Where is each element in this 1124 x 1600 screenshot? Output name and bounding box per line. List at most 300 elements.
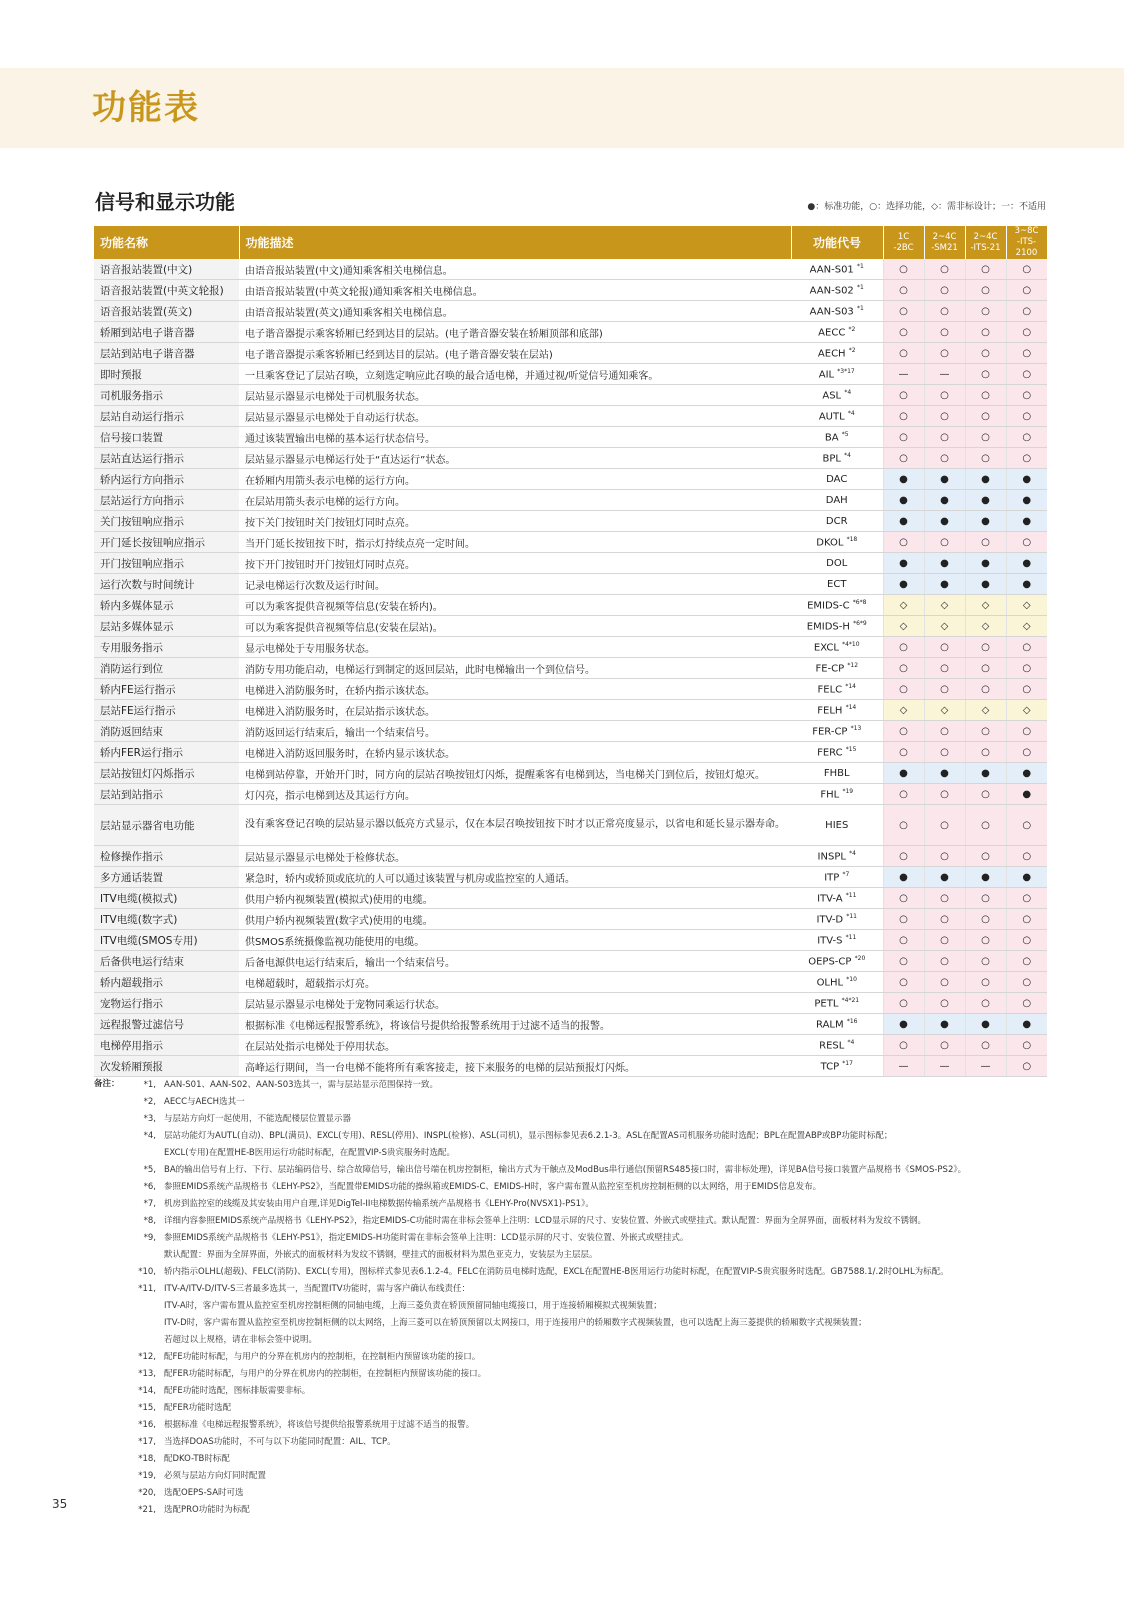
- availability-mark: ○: [883, 301, 924, 322]
- availability-mark: ●: [924, 574, 965, 595]
- availability-mark: ○: [965, 427, 1006, 448]
- availability-mark: ○: [965, 846, 1006, 867]
- availability-mark: ◇: [924, 616, 965, 637]
- function-desc: 在层站处指示电梯处于停用状态。: [239, 1035, 791, 1056]
- note-text: ITV-A/ITV-D/ITV-S三者最多选其一，当配置ITV功能时，需与客户确认布线责任：: [164, 1284, 471, 1294]
- note-text: 配FE功能时选配，图标排版需要非标。: [164, 1386, 311, 1396]
- availability-mark: ○: [924, 1035, 965, 1056]
- availability-mark: ●: [924, 763, 965, 784]
- code-text: EMIDS-C: [807, 600, 850, 612]
- availability-mark: ○: [883, 846, 924, 867]
- code-text: AECC: [818, 327, 846, 339]
- function-name: 轿厢到站电子谐音器: [94, 322, 239, 343]
- table-row: [94, 427, 1047, 448]
- availability-mark: ○: [965, 259, 1006, 280]
- availability-mark: ○: [965, 930, 1006, 951]
- function-name: 轿内超载指示: [94, 972, 239, 993]
- function-code: [791, 784, 883, 805]
- availability-mark: ○: [1006, 427, 1047, 448]
- availability-mark: ●: [965, 574, 1006, 595]
- availability-mark: ●: [965, 1014, 1006, 1035]
- code-text: AAN-S01: [809, 264, 854, 276]
- availability-mark: ○: [883, 385, 924, 406]
- function-code: [791, 427, 883, 448]
- availability-mark: ○: [1006, 993, 1047, 1014]
- availability-mark: ○: [924, 721, 965, 742]
- availability-mark: ○: [883, 406, 924, 427]
- availability-mark: —: [883, 364, 924, 385]
- note-text: BA的输出信号有上行、下行、层站编码信号、综合故障信号，输出信号端在机房控制柜，输出方式为干触点及ModBus串行通信(预留RS485接口时，需非标处理)，详见BA信号接口装置产品规格书《SMOS-PS2》。: [164, 1165, 967, 1175]
- availability-mark: ○: [965, 888, 1006, 909]
- availability-mark: ○: [883, 972, 924, 993]
- availability-mark: ○: [965, 322, 1006, 343]
- note-item: [94, 1145, 1024, 1162]
- availability-mark: ○: [883, 888, 924, 909]
- availability-mark: ○: [924, 406, 965, 427]
- note-ref: *2: [848, 325, 856, 333]
- note-key: *11,: [138, 1284, 156, 1294]
- availability-mark: ○: [1006, 972, 1047, 993]
- availability-mark: ◇: [883, 700, 924, 721]
- availability-mark: ○: [883, 1035, 924, 1056]
- code-text: EXCL: [813, 642, 839, 654]
- note-ref: *1: [856, 304, 864, 312]
- note-text: 配FER功能时标配，与用户的分界在机房内的控制柜，在控制柜内预留该功能的接口。: [164, 1369, 487, 1379]
- availability-mark: ○: [965, 637, 1006, 658]
- function-code: [791, 490, 883, 511]
- function-table: [94, 226, 1048, 1077]
- availability-mark: ○: [883, 658, 924, 679]
- table-header-row: [94, 226, 1047, 259]
- function-desc: 按下开门按钮时开门按钮灯同时点亮。: [239, 553, 791, 574]
- availability-mark: ●: [924, 553, 965, 574]
- availability-mark: ○: [965, 364, 1006, 385]
- availability-mark: ○: [883, 951, 924, 972]
- table-row: [94, 490, 1047, 511]
- code-text: FE-CP: [815, 663, 845, 675]
- function-desc: 显示电梯处于专用服务状态。: [239, 637, 791, 658]
- table-row: [94, 846, 1047, 867]
- function-name: 关门按钮响应指示: [94, 511, 239, 532]
- note-ref: *3*17: [837, 367, 855, 375]
- function-name: 消防返回结束: [94, 721, 239, 742]
- availability-mark: ◇: [883, 595, 924, 616]
- availability-mark: ○: [883, 930, 924, 951]
- note-text: 轿内指示OLHL(超载)、FELC(消防)、EXCL(专用)，图标样式参见表6.1.2-4。FELC在消防员电梯时选配，EXCL在配置HE-B医用运行功能时标配，在配置VIP-S贵宾服务时选配。GB7588.1/.2时OLHL为标配。: [164, 1267, 949, 1277]
- availability-mark: ○: [924, 930, 965, 951]
- function-name: 次发轿厢预报: [94, 1056, 239, 1077]
- code-text: FELH: [817, 705, 843, 717]
- function-code: [791, 595, 883, 616]
- code-text: OEPS-CP: [808, 956, 852, 968]
- note-key: [94, 1145, 164, 1162]
- note-item: [94, 1298, 1024, 1315]
- table-row: [94, 553, 1047, 574]
- availability-mark: ●: [924, 511, 965, 532]
- note-key: [94, 1247, 164, 1264]
- note-item: [94, 1247, 1024, 1264]
- availability-mark: ○: [924, 385, 965, 406]
- availability-mark: ○: [1006, 364, 1047, 385]
- function-code: [791, 993, 883, 1014]
- code-text: RESL: [819, 1040, 845, 1052]
- function-code: [791, 553, 883, 574]
- note-ref: *4: [847, 1038, 855, 1046]
- function-desc: 电梯进入消防服务时，在层站指示该状态。: [239, 700, 791, 721]
- availability-mark: —: [924, 364, 965, 385]
- table-row: [94, 972, 1047, 993]
- note-ref: *7: [842, 870, 850, 878]
- note-ref: *20: [854, 954, 866, 962]
- table-row: [94, 658, 1047, 679]
- function-name: ITV电缆(模拟式): [94, 888, 239, 909]
- page-title: 功能表: [92, 88, 200, 128]
- note-key: [94, 1298, 164, 1315]
- availability-mark: ●: [1006, 784, 1047, 805]
- code-text: DCR: [825, 515, 848, 527]
- availability-mark: ○: [1006, 280, 1047, 301]
- code-text: DAH: [825, 494, 848, 506]
- header-desc: 功能描述: [239, 226, 791, 259]
- function-code: [791, 805, 883, 846]
- availability-mark: ○: [1006, 888, 1047, 909]
- availability-mark: ●: [883, 763, 924, 784]
- availability-mark: ○: [924, 993, 965, 1014]
- availability-mark: ○: [883, 805, 924, 846]
- availability-mark: ●: [965, 511, 1006, 532]
- note-key: *19,: [138, 1471, 156, 1481]
- function-name: 层站FE运行指示: [94, 700, 239, 721]
- header-code: 功能代号: [791, 226, 883, 259]
- availability-mark: ○: [1006, 1035, 1047, 1056]
- note-item: [94, 1281, 1024, 1298]
- availability-mark: ●: [1006, 553, 1047, 574]
- availability-mark: ○: [1006, 846, 1047, 867]
- function-name: 运行次数与时间统计: [94, 574, 239, 595]
- code-text: ECT: [827, 578, 847, 590]
- availability-mark: ●: [924, 469, 965, 490]
- function-code: [791, 742, 883, 763]
- function-code: [791, 700, 883, 721]
- code-text: INSPL: [817, 851, 846, 863]
- availability-mark: ○: [883, 993, 924, 1014]
- availability-mark: ○: [965, 1035, 1006, 1056]
- availability-mark: ○: [1006, 930, 1047, 951]
- availability-mark: ○: [965, 406, 1006, 427]
- availability-mark: ○: [965, 301, 1006, 322]
- code-text: DKOL: [816, 537, 844, 549]
- availability-mark: ●: [883, 1014, 924, 1035]
- note-key: [94, 1332, 164, 1349]
- function-desc: 由语音报站装置(中文)通知乘客相关电梯信息。: [239, 259, 791, 280]
- note-item: [94, 1111, 1024, 1128]
- availability-mark: ○: [924, 972, 965, 993]
- table-row: [94, 595, 1047, 616]
- availability-mark: ○: [1006, 532, 1047, 553]
- note-item: [94, 1417, 1024, 1434]
- note-key: *2,: [143, 1097, 156, 1107]
- note-item: [94, 1213, 1024, 1230]
- code-text: TCP: [820, 1061, 840, 1073]
- function-code: [791, 888, 883, 909]
- code-text: FELC: [817, 684, 843, 696]
- availability-mark: ○: [1006, 343, 1047, 364]
- availability-mark: ○: [1006, 301, 1047, 322]
- note-item: [94, 1502, 1024, 1519]
- note-key: *14,: [138, 1386, 156, 1396]
- header-name: 功能名称: [94, 226, 239, 259]
- function-name: 轿内运行方向指示: [94, 469, 239, 490]
- table-row: [94, 322, 1047, 343]
- note-text: 配FE功能时标配，与用户的分界在机房内的控制柜，在控制柜内预留该功能的接口。: [164, 1352, 481, 1362]
- function-desc: 电梯进入消防服务时，在轿内指示该状态。: [239, 679, 791, 700]
- note-ref: *2: [848, 346, 856, 354]
- availability-mark: ○: [965, 742, 1006, 763]
- function-desc: 高峰运行期间，当一台电梯不能将所有乘客接走，接下来服务的电梯的层站预报灯闪烁。: [239, 1056, 791, 1077]
- availability-mark: ●: [1006, 511, 1047, 532]
- availability-mark: ◇: [965, 616, 1006, 637]
- availability-mark: —: [965, 1056, 1006, 1077]
- function-name: 轿内FER运行指示: [94, 742, 239, 763]
- note-ref: *11: [845, 933, 857, 941]
- note-text: 层站功能灯为AUTL(自动)、BPL(满员)、EXCL(专用)、RESL(停用)、INSPL(检修)、ASL(司机)，显示图标参见表6.2.1-3。ASL在配置AS司机服务功能时选配；BPL在配置ABP或BP功能时标配；: [164, 1131, 893, 1141]
- availability-mark: ○: [883, 637, 924, 658]
- table-row: [94, 1035, 1047, 1056]
- availability-mark: ○: [965, 805, 1006, 846]
- availability-mark: ●: [883, 574, 924, 595]
- code-text: RALM: [816, 1019, 844, 1031]
- table-row: [94, 574, 1047, 595]
- availability-mark: ●: [1006, 490, 1047, 511]
- function-name: 层站运行方向指示: [94, 490, 239, 511]
- function-code: [791, 259, 883, 280]
- note-ref: *4*10: [842, 640, 860, 648]
- availability-mark: ○: [924, 658, 965, 679]
- function-name: 检修操作指示: [94, 846, 239, 867]
- availability-mark: ○: [924, 427, 965, 448]
- availability-mark: ○: [1006, 637, 1047, 658]
- function-desc: 消防返回运行结束后，输出一个结束信号。: [239, 721, 791, 742]
- note-item: [94, 1400, 1024, 1417]
- availability-mark: ●: [883, 490, 924, 511]
- function-code: [791, 721, 883, 742]
- code-text: ITV-D: [816, 914, 844, 926]
- note-key: *10,: [138, 1267, 156, 1277]
- function-code: [791, 637, 883, 658]
- table-row: [94, 637, 1047, 658]
- availability-mark: ○: [965, 448, 1006, 469]
- function-name: 消防运行到位: [94, 658, 239, 679]
- availability-mark: ○: [1006, 322, 1047, 343]
- availability-mark: ○: [924, 322, 965, 343]
- function-desc: 电梯超载时，超载指示灯亮。: [239, 972, 791, 993]
- note-text: 参照EMIDS系统产品规格书《LEHY-PS2》，当配置带EMIDS功能的操纵箱或EMIDS-C、EMIDS-H时，客户需布置从监控室至机房控制柜侧的以太网络，用于EMIDS信息发布。: [164, 1182, 822, 1192]
- availability-mark: ●: [1006, 763, 1047, 784]
- availability-mark: ●: [1006, 867, 1047, 888]
- note-text: AECC与AECH选其一: [164, 1097, 245, 1107]
- availability-mark: ○: [883, 532, 924, 553]
- header-model-1: 1C -2BC: [883, 226, 924, 259]
- function-code: [791, 511, 883, 532]
- availability-mark: ○: [924, 637, 965, 658]
- availability-mark: ○: [883, 259, 924, 280]
- availability-mark: ○: [924, 259, 965, 280]
- note-text: 参照EMIDS系统产品规格书《LEHY-PS1》，指定EMIDS-H功能时需在非标会签单上注明：LCD显示屏的尺寸、安装位置、外嵌式或壁挂式。: [164, 1233, 689, 1243]
- note-ref: *6*9: [853, 619, 867, 627]
- function-desc: 层站显示器显示电梯运行处于“直达运行”状态。: [239, 448, 791, 469]
- function-desc: 由语音报站装置(英文)通知乘客相关电梯信息。: [239, 301, 791, 322]
- note-item: [94, 1162, 1024, 1179]
- availability-mark: ○: [883, 909, 924, 930]
- availability-mark: ○: [883, 784, 924, 805]
- note-ref: *4: [849, 849, 856, 857]
- section-title: 信号和显示功能: [95, 190, 235, 214]
- function-desc: 层站显示器显示电梯处于自动运行状态。: [239, 406, 791, 427]
- notes-section: [94, 1077, 1024, 1519]
- note-ref: *10: [846, 975, 857, 983]
- availability-mark: —: [924, 1056, 965, 1077]
- note-key: *20,: [138, 1488, 156, 1498]
- function-desc: 紧急时，轿内或轿顶或底坑的人可以通过该装置与机房或监控室的人通话。: [239, 867, 791, 888]
- function-desc: 消防专用功能启动，电梯运行到制定的返回层站，此时电梯输出一个到位信号。: [239, 658, 791, 679]
- function-desc: 在层站用箭头表示电梯的运行方向。: [239, 490, 791, 511]
- availability-mark: ○: [965, 280, 1006, 301]
- code-text: ITV-S: [817, 935, 843, 947]
- note-ref: *4*21: [841, 996, 860, 1004]
- function-code: [791, 574, 883, 595]
- table-row: [94, 448, 1047, 469]
- note-ref: *1: [856, 283, 864, 291]
- table-row: [94, 532, 1047, 553]
- availability-mark: ○: [883, 679, 924, 700]
- code-text: ASL: [822, 390, 842, 402]
- note-text: EXCL(专用)在配置HE-B医用运行功能时标配，在配置VIP-S贵宾服务时选配。: [164, 1148, 455, 1158]
- availability-mark: ○: [1006, 805, 1047, 846]
- availability-mark: ○: [883, 280, 924, 301]
- function-desc: 记录电梯运行次数及运行时间。: [239, 574, 791, 595]
- function-code: [791, 909, 883, 930]
- availability-mark: ○: [965, 721, 1006, 742]
- note-key: *5,: [143, 1165, 156, 1175]
- note-ref: *19: [842, 787, 854, 795]
- function-name: 层站到站指示: [94, 784, 239, 805]
- function-name: 层站按钮灯闪烁指示: [94, 763, 239, 784]
- code-text: BPL: [822, 453, 841, 465]
- code-text: ITV-A: [817, 893, 843, 905]
- availability-mark: ○: [924, 532, 965, 553]
- function-code: [791, 469, 883, 490]
- availability-mark: ○: [1006, 679, 1047, 700]
- table-row: [94, 867, 1047, 888]
- availability-mark: ○: [883, 427, 924, 448]
- table-row: [94, 301, 1047, 322]
- availability-mark: ○: [965, 679, 1006, 700]
- code-text: FER-CP: [812, 726, 848, 738]
- table-row: [94, 930, 1047, 951]
- availability-mark: ●: [924, 1014, 965, 1035]
- availability-mark: ○: [883, 742, 924, 763]
- availability-mark: ○: [965, 784, 1006, 805]
- note-key: [94, 1315, 164, 1332]
- function-name: 层站直达运行指示: [94, 448, 239, 469]
- availability-mark: ●: [883, 469, 924, 490]
- note-ref: *4: [847, 409, 855, 417]
- note-item: [94, 1383, 1024, 1400]
- code-text: OLHL: [816, 977, 844, 989]
- function-desc: 供用户轿内视频装置(数字式)使用的电缆。: [239, 909, 791, 930]
- function-name: 多方通话装置: [94, 867, 239, 888]
- function-desc: 通过该装置输出电梯的基本运行状态信号。: [239, 427, 791, 448]
- availability-mark: ◇: [924, 700, 965, 721]
- note-key: *8,: [143, 1216, 156, 1226]
- code-text: ITP: [824, 872, 840, 884]
- table-row: [94, 616, 1047, 637]
- availability-mark: ○: [1006, 448, 1047, 469]
- availability-mark: ●: [1006, 574, 1047, 595]
- function-name: ITV电缆(数字式): [94, 909, 239, 930]
- function-name: 语音报站装置(中英文轮报): [94, 280, 239, 301]
- availability-mark: ○: [965, 951, 1006, 972]
- table-row: [94, 385, 1047, 406]
- function-desc: 可以为乘客提供音视频等信息(安装在轿内)。: [239, 595, 791, 616]
- header-model-2: 2~4C -SM21: [924, 226, 965, 259]
- note-key: *7,: [143, 1199, 156, 1209]
- note-item: [94, 1179, 1024, 1196]
- function-code: [791, 1056, 883, 1077]
- function-code: [791, 951, 883, 972]
- availability-mark: ○: [965, 343, 1006, 364]
- function-desc: 电梯到站停靠，开始开门时，同方向的层站召唤按钮灯闪烁，提醒乘客有电梯到达，当电梯关门到位后，按钮灯熄灭。: [239, 763, 791, 784]
- note-ref: *14: [845, 703, 857, 711]
- function-code: [791, 322, 883, 343]
- function-desc: 层站显示器显示电梯处于宠物同乘运行状态。: [239, 993, 791, 1014]
- function-name: 信号接口装置: [94, 427, 239, 448]
- code-text: AAN-S02: [809, 285, 854, 297]
- function-code: [791, 301, 883, 322]
- table-row: [94, 280, 1047, 301]
- note-item: [94, 1128, 1024, 1145]
- note-key: *13,: [138, 1369, 156, 1379]
- function-name: 宠物运行指示: [94, 993, 239, 1014]
- availability-mark: ◇: [1006, 616, 1047, 637]
- table-row: [94, 1014, 1047, 1035]
- code-text: DAC: [826, 473, 848, 485]
- availability-mark: ◇: [1006, 700, 1047, 721]
- table-row: [94, 763, 1047, 784]
- function-desc: 可以为乘客提供音视频等信息(安装在层站)。: [239, 616, 791, 637]
- note-text: AAN-S01、AAN-S02、AAN-S03选其一，需与层站显示范围保持一致。: [164, 1080, 439, 1090]
- note-ref: *12: [847, 661, 859, 669]
- table-row: [94, 1056, 1047, 1077]
- code-text: AIL: [818, 369, 835, 381]
- table-row: [94, 700, 1047, 721]
- note-ref: *13: [850, 724, 862, 732]
- function-desc: 由语音报站装置(中英文轮报)通知乘客相关电梯信息。: [239, 280, 791, 301]
- table-row: [94, 679, 1047, 700]
- note-key: *18,: [138, 1454, 156, 1464]
- availability-mark: ●: [883, 511, 924, 532]
- header-model-3: 2~4C -ITS-21: [965, 226, 1006, 259]
- note-ref: *17: [842, 1059, 853, 1067]
- function-code: [791, 532, 883, 553]
- table-row: [94, 259, 1047, 280]
- availability-mark: ○: [924, 742, 965, 763]
- note-key: *12,: [138, 1352, 156, 1362]
- function-name: 层站到站电子谐音器: [94, 343, 239, 364]
- function-code: [791, 930, 883, 951]
- note-ref: *11: [846, 912, 857, 920]
- availability-mark: ●: [1006, 469, 1047, 490]
